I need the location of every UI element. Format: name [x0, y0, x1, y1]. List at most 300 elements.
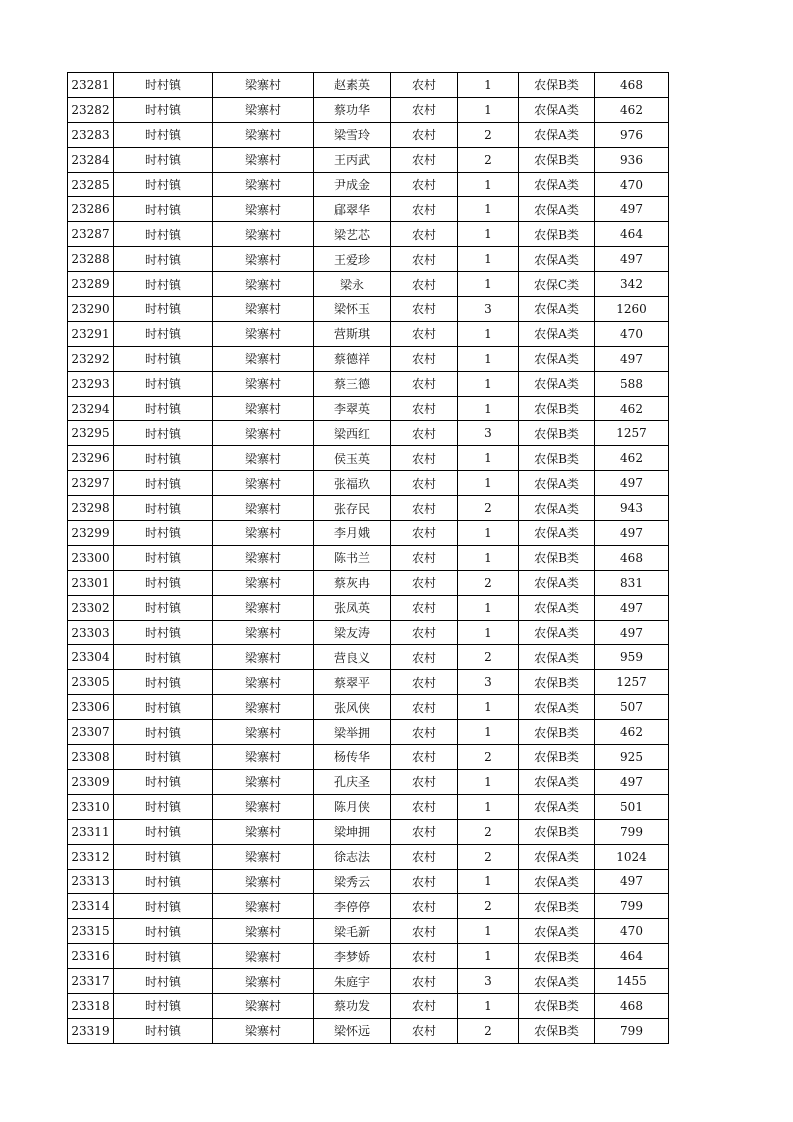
- row-id-cell: 23297: [68, 471, 114, 496]
- insurance-category-cell: 农保A类: [519, 197, 595, 222]
- amount-cell: 464: [595, 944, 669, 969]
- area-type-cell: 农村: [391, 794, 458, 819]
- amount-cell: 959: [595, 645, 669, 670]
- town-cell: 时村镇: [114, 122, 213, 147]
- town-cell: 时村镇: [114, 97, 213, 122]
- insurance-category-cell: 农保B类: [519, 421, 595, 446]
- area-type-cell: 农村: [391, 172, 458, 197]
- person-name-cell: 梁怀远: [314, 1018, 391, 1043]
- person-name-cell: 王丙武: [314, 147, 391, 172]
- village-cell: 梁寨村: [213, 197, 314, 222]
- amount-cell: 1455: [595, 969, 669, 994]
- household-count-cell: 1: [458, 521, 519, 546]
- village-cell: 梁寨村: [213, 521, 314, 546]
- amount-cell: 936: [595, 147, 669, 172]
- table-row: [68, 894, 669, 919]
- table-row: [68, 197, 669, 222]
- amount-cell: 976: [595, 122, 669, 147]
- amount-cell: 588: [595, 371, 669, 396]
- town-cell: 时村镇: [114, 695, 213, 720]
- village-cell: 梁寨村: [213, 695, 314, 720]
- village-cell: 梁寨村: [213, 969, 314, 994]
- person-name-cell: 蔡翠平: [314, 670, 391, 695]
- area-type-cell: 农村: [391, 844, 458, 869]
- area-type-cell: 农村: [391, 197, 458, 222]
- area-type-cell: 农村: [391, 545, 458, 570]
- insurance-category-cell: 农保A类: [519, 595, 595, 620]
- town-cell: 时村镇: [114, 272, 213, 297]
- insurance-category-cell: 农保A类: [519, 570, 595, 595]
- town-cell: 时村镇: [114, 247, 213, 272]
- insurance-category-cell: 农保A类: [519, 346, 595, 371]
- town-cell: 时村镇: [114, 620, 213, 645]
- table-row: [68, 993, 669, 1018]
- person-name-cell: 陈月侠: [314, 794, 391, 819]
- town-cell: 时村镇: [114, 545, 213, 570]
- insurance-category-cell: 农保A类: [519, 297, 595, 322]
- town-cell: 时村镇: [114, 745, 213, 770]
- row-id-cell: 23313: [68, 869, 114, 894]
- village-cell: 梁寨村: [213, 620, 314, 645]
- town-cell: 时村镇: [114, 73, 213, 98]
- insurance-category-cell: 农保A类: [519, 844, 595, 869]
- household-count-cell: 2: [458, 122, 519, 147]
- insurance-category-cell: 农保B类: [519, 745, 595, 770]
- row-id-cell: 23305: [68, 670, 114, 695]
- village-cell: 梁寨村: [213, 570, 314, 595]
- row-id-cell: 23287: [68, 222, 114, 247]
- table-row: [68, 695, 669, 720]
- table-row: [68, 645, 669, 670]
- amount-cell: 497: [595, 471, 669, 496]
- area-type-cell: 农村: [391, 894, 458, 919]
- household-count-cell: 3: [458, 421, 519, 446]
- person-name-cell: 李月娥: [314, 521, 391, 546]
- amount-cell: 470: [595, 321, 669, 346]
- person-name-cell: 李停停: [314, 894, 391, 919]
- village-cell: 梁寨村: [213, 73, 314, 98]
- person-name-cell: 梁友涛: [314, 620, 391, 645]
- table-row: [68, 944, 669, 969]
- village-cell: 梁寨村: [213, 919, 314, 944]
- village-cell: 梁寨村: [213, 595, 314, 620]
- town-cell: 时村镇: [114, 1018, 213, 1043]
- area-type-cell: 农村: [391, 670, 458, 695]
- person-name-cell: 梁秀云: [314, 869, 391, 894]
- person-name-cell: 王爱珍: [314, 247, 391, 272]
- village-cell: 梁寨村: [213, 844, 314, 869]
- row-id-cell: 23292: [68, 346, 114, 371]
- table-row: [68, 745, 669, 770]
- village-cell: 梁寨村: [213, 670, 314, 695]
- insurance-category-cell: 农保C类: [519, 272, 595, 297]
- insurance-category-cell: 农保A类: [519, 122, 595, 147]
- records-table: [67, 72, 669, 1044]
- household-count-cell: 1: [458, 346, 519, 371]
- row-id-cell: 23284: [68, 147, 114, 172]
- area-type-cell: 农村: [391, 73, 458, 98]
- household-count-cell: 1: [458, 172, 519, 197]
- village-cell: 梁寨村: [213, 446, 314, 471]
- amount-cell: 464: [595, 222, 669, 247]
- household-count-cell: 3: [458, 297, 519, 322]
- village-cell: 梁寨村: [213, 147, 314, 172]
- amount-cell: 925: [595, 745, 669, 770]
- household-count-cell: 2: [458, 496, 519, 521]
- area-type-cell: 农村: [391, 496, 458, 521]
- household-count-cell: 1: [458, 944, 519, 969]
- amount-cell: 497: [595, 769, 669, 794]
- row-id-cell: 23307: [68, 720, 114, 745]
- village-cell: 梁寨村: [213, 944, 314, 969]
- insurance-category-cell: 农保B类: [519, 1018, 595, 1043]
- row-id-cell: 23309: [68, 769, 114, 794]
- row-id-cell: 23289: [68, 272, 114, 297]
- insurance-category-cell: 农保B类: [519, 720, 595, 745]
- town-cell: 时村镇: [114, 297, 213, 322]
- table-row: [68, 521, 669, 546]
- insurance-category-cell: 农保B类: [519, 894, 595, 919]
- town-cell: 时村镇: [114, 919, 213, 944]
- row-id-cell: 23288: [68, 247, 114, 272]
- town-cell: 时村镇: [114, 993, 213, 1018]
- person-name-cell: 张存民: [314, 496, 391, 521]
- village-cell: 梁寨村: [213, 371, 314, 396]
- area-type-cell: 农村: [391, 421, 458, 446]
- amount-cell: 497: [595, 346, 669, 371]
- row-id-cell: 23315: [68, 919, 114, 944]
- village-cell: 梁寨村: [213, 471, 314, 496]
- area-type-cell: 农村: [391, 521, 458, 546]
- person-name-cell: 营良义: [314, 645, 391, 670]
- person-name-cell: 尹成金: [314, 172, 391, 197]
- amount-cell: 462: [595, 396, 669, 421]
- person-name-cell: 赵素英: [314, 73, 391, 98]
- person-name-cell: 侯玉英: [314, 446, 391, 471]
- area-type-cell: 农村: [391, 97, 458, 122]
- insurance-category-cell: 农保B类: [519, 670, 595, 695]
- area-type-cell: 农村: [391, 222, 458, 247]
- area-type-cell: 农村: [391, 1018, 458, 1043]
- table-row: [68, 297, 669, 322]
- area-type-cell: 农村: [391, 446, 458, 471]
- household-count-cell: 1: [458, 222, 519, 247]
- insurance-category-cell: 农保A类: [519, 620, 595, 645]
- area-type-cell: 农村: [391, 645, 458, 670]
- town-cell: 时村镇: [114, 471, 213, 496]
- row-id-cell: 23294: [68, 396, 114, 421]
- insurance-category-cell: 农保B类: [519, 993, 595, 1018]
- insurance-category-cell: 农保A类: [519, 97, 595, 122]
- insurance-category-cell: 农保A类: [519, 869, 595, 894]
- person-name-cell: 杨传华: [314, 745, 391, 770]
- table-row: [68, 769, 669, 794]
- village-cell: 梁寨村: [213, 496, 314, 521]
- row-id-cell: 23303: [68, 620, 114, 645]
- table-row: [68, 446, 669, 471]
- table-row: [68, 595, 669, 620]
- row-id-cell: 23317: [68, 969, 114, 994]
- table-row: [68, 371, 669, 396]
- household-count-cell: 1: [458, 620, 519, 645]
- town-cell: 时村镇: [114, 446, 213, 471]
- insurance-category-cell: 农保A类: [519, 321, 595, 346]
- person-name-cell: 张福玖: [314, 471, 391, 496]
- row-id-cell: 23311: [68, 819, 114, 844]
- insurance-category-cell: 农保A类: [519, 769, 595, 794]
- town-cell: 时村镇: [114, 222, 213, 247]
- insurance-category-cell: 农保A类: [519, 247, 595, 272]
- area-type-cell: 农村: [391, 869, 458, 894]
- person-name-cell: 梁毛新: [314, 919, 391, 944]
- town-cell: 时村镇: [114, 894, 213, 919]
- row-id-cell: 23319: [68, 1018, 114, 1043]
- town-cell: 时村镇: [114, 595, 213, 620]
- person-name-cell: 梁坤拥: [314, 819, 391, 844]
- household-count-cell: 1: [458, 272, 519, 297]
- row-id-cell: 23283: [68, 122, 114, 147]
- table-row: [68, 919, 669, 944]
- insurance-category-cell: 农保A类: [519, 371, 595, 396]
- person-name-cell: 梁举拥: [314, 720, 391, 745]
- area-type-cell: 农村: [391, 919, 458, 944]
- row-id-cell: 23304: [68, 645, 114, 670]
- town-cell: 时村镇: [114, 844, 213, 869]
- row-id-cell: 23318: [68, 993, 114, 1018]
- person-name-cell: 李翠英: [314, 396, 391, 421]
- row-id-cell: 23310: [68, 794, 114, 819]
- insurance-category-cell: 农保B类: [519, 222, 595, 247]
- household-count-cell: 2: [458, 819, 519, 844]
- town-cell: 时村镇: [114, 396, 213, 421]
- household-count-cell: 1: [458, 794, 519, 819]
- table-row: [68, 844, 669, 869]
- insurance-category-cell: 农保B类: [519, 73, 595, 98]
- person-name-cell: 蔡功发: [314, 993, 391, 1018]
- area-type-cell: 农村: [391, 695, 458, 720]
- household-count-cell: 2: [458, 645, 519, 670]
- area-type-cell: 农村: [391, 371, 458, 396]
- row-id-cell: 23296: [68, 446, 114, 471]
- village-cell: 梁寨村: [213, 745, 314, 770]
- person-name-cell: 梁雪玲: [314, 122, 391, 147]
- household-count-cell: 1: [458, 73, 519, 98]
- amount-cell: 831: [595, 570, 669, 595]
- household-count-cell: 2: [458, 844, 519, 869]
- household-count-cell: 1: [458, 545, 519, 570]
- person-name-cell: 梁西红: [314, 421, 391, 446]
- person-name-cell: 蔡灰冉: [314, 570, 391, 595]
- person-name-cell: 梁永: [314, 272, 391, 297]
- area-type-cell: 农村: [391, 570, 458, 595]
- insurance-category-cell: 农保A类: [519, 172, 595, 197]
- town-cell: 时村镇: [114, 819, 213, 844]
- amount-cell: 799: [595, 819, 669, 844]
- village-cell: 梁寨村: [213, 1018, 314, 1043]
- row-id-cell: 23306: [68, 695, 114, 720]
- household-count-cell: 1: [458, 869, 519, 894]
- table-row: [68, 122, 669, 147]
- town-cell: 时村镇: [114, 969, 213, 994]
- table-body: [68, 73, 669, 1044]
- village-cell: 梁寨村: [213, 396, 314, 421]
- town-cell: 时村镇: [114, 944, 213, 969]
- row-id-cell: 23295: [68, 421, 114, 446]
- area-type-cell: 农村: [391, 944, 458, 969]
- person-name-cell: 朱庭宇: [314, 969, 391, 994]
- row-id-cell: 23291: [68, 321, 114, 346]
- amount-cell: 468: [595, 545, 669, 570]
- village-cell: 梁寨村: [213, 769, 314, 794]
- insurance-category-cell: 农保A类: [519, 471, 595, 496]
- row-id-cell: 23308: [68, 745, 114, 770]
- person-name-cell: 徐志法: [314, 844, 391, 869]
- amount-cell: 1257: [595, 670, 669, 695]
- insurance-category-cell: 农保B类: [519, 446, 595, 471]
- household-count-cell: 2: [458, 745, 519, 770]
- amount-cell: 462: [595, 720, 669, 745]
- table-row: [68, 496, 669, 521]
- row-id-cell: 23301: [68, 570, 114, 595]
- town-cell: 时村镇: [114, 521, 213, 546]
- household-count-cell: 1: [458, 769, 519, 794]
- person-name-cell: 陈书兰: [314, 545, 391, 570]
- area-type-cell: 农村: [391, 993, 458, 1018]
- table-row: [68, 620, 669, 645]
- household-count-cell: 1: [458, 371, 519, 396]
- village-cell: 梁寨村: [213, 894, 314, 919]
- row-id-cell: 23281: [68, 73, 114, 98]
- amount-cell: 1257: [595, 421, 669, 446]
- village-cell: 梁寨村: [213, 545, 314, 570]
- village-cell: 梁寨村: [213, 819, 314, 844]
- insurance-category-cell: 农保A类: [519, 521, 595, 546]
- household-count-cell: 1: [458, 720, 519, 745]
- table-row: [68, 545, 669, 570]
- household-count-cell: 3: [458, 969, 519, 994]
- village-cell: 梁寨村: [213, 247, 314, 272]
- person-name-cell: 郈翠华: [314, 197, 391, 222]
- row-id-cell: 23316: [68, 944, 114, 969]
- area-type-cell: 农村: [391, 396, 458, 421]
- town-cell: 时村镇: [114, 869, 213, 894]
- row-id-cell: 23302: [68, 595, 114, 620]
- person-name-cell: 蔡德祥: [314, 346, 391, 371]
- household-count-cell: 1: [458, 197, 519, 222]
- table-row: [68, 346, 669, 371]
- household-count-cell: 1: [458, 97, 519, 122]
- table-row: [68, 670, 669, 695]
- area-type-cell: 农村: [391, 969, 458, 994]
- amount-cell: 497: [595, 869, 669, 894]
- household-count-cell: 2: [458, 147, 519, 172]
- town-cell: 时村镇: [114, 496, 213, 521]
- household-count-cell: 2: [458, 1018, 519, 1043]
- area-type-cell: 农村: [391, 346, 458, 371]
- amount-cell: 497: [595, 620, 669, 645]
- amount-cell: 470: [595, 172, 669, 197]
- amount-cell: 501: [595, 794, 669, 819]
- table-row: [68, 321, 669, 346]
- insurance-category-cell: 农保A类: [519, 969, 595, 994]
- village-cell: 梁寨村: [213, 172, 314, 197]
- area-type-cell: 农村: [391, 122, 458, 147]
- insurance-category-cell: 农保B类: [519, 819, 595, 844]
- table-row: [68, 97, 669, 122]
- village-cell: 梁寨村: [213, 869, 314, 894]
- town-cell: 时村镇: [114, 421, 213, 446]
- household-count-cell: 1: [458, 446, 519, 471]
- insurance-category-cell: 农保A类: [519, 919, 595, 944]
- person-name-cell: 李梦娇: [314, 944, 391, 969]
- insurance-category-cell: 农保A类: [519, 645, 595, 670]
- area-type-cell: 农村: [391, 769, 458, 794]
- household-count-cell: 1: [458, 993, 519, 1018]
- row-id-cell: 23299: [68, 521, 114, 546]
- area-type-cell: 农村: [391, 471, 458, 496]
- amount-cell: 497: [595, 595, 669, 620]
- household-count-cell: 1: [458, 471, 519, 496]
- village-cell: 梁寨村: [213, 97, 314, 122]
- table-row: [68, 819, 669, 844]
- row-id-cell: 23290: [68, 297, 114, 322]
- amount-cell: 462: [595, 97, 669, 122]
- town-cell: 时村镇: [114, 172, 213, 197]
- area-type-cell: 农村: [391, 272, 458, 297]
- insurance-category-cell: 农保B类: [519, 396, 595, 421]
- household-count-cell: 2: [458, 894, 519, 919]
- town-cell: 时村镇: [114, 720, 213, 745]
- amount-cell: 497: [595, 521, 669, 546]
- row-id-cell: 23312: [68, 844, 114, 869]
- amount-cell: 470: [595, 919, 669, 944]
- village-cell: 梁寨村: [213, 421, 314, 446]
- area-type-cell: 农村: [391, 745, 458, 770]
- table-row: [68, 247, 669, 272]
- insurance-category-cell: 农保A类: [519, 794, 595, 819]
- area-type-cell: 农村: [391, 147, 458, 172]
- area-type-cell: 农村: [391, 321, 458, 346]
- row-id-cell: 23286: [68, 197, 114, 222]
- table-row: [68, 272, 669, 297]
- insurance-category-cell: 农保B类: [519, 147, 595, 172]
- person-name-cell: 张风侠: [314, 695, 391, 720]
- insurance-category-cell: 农保A类: [519, 695, 595, 720]
- amount-cell: 342: [595, 272, 669, 297]
- area-type-cell: 农村: [391, 720, 458, 745]
- household-count-cell: 1: [458, 919, 519, 944]
- insurance-category-cell: 农保A类: [519, 496, 595, 521]
- amount-cell: 497: [595, 197, 669, 222]
- amount-cell: 943: [595, 496, 669, 521]
- table-row: [68, 869, 669, 894]
- table-row: [68, 471, 669, 496]
- table-row: [68, 794, 669, 819]
- village-cell: 梁寨村: [213, 272, 314, 297]
- household-count-cell: 1: [458, 247, 519, 272]
- household-count-cell: 2: [458, 570, 519, 595]
- area-type-cell: 农村: [391, 247, 458, 272]
- table-row: [68, 222, 669, 247]
- table-row: [68, 396, 669, 421]
- row-id-cell: 23293: [68, 371, 114, 396]
- town-cell: 时村镇: [114, 197, 213, 222]
- village-cell: 梁寨村: [213, 794, 314, 819]
- household-count-cell: 1: [458, 595, 519, 620]
- town-cell: 时村镇: [114, 794, 213, 819]
- amount-cell: 497: [595, 247, 669, 272]
- village-cell: 梁寨村: [213, 222, 314, 247]
